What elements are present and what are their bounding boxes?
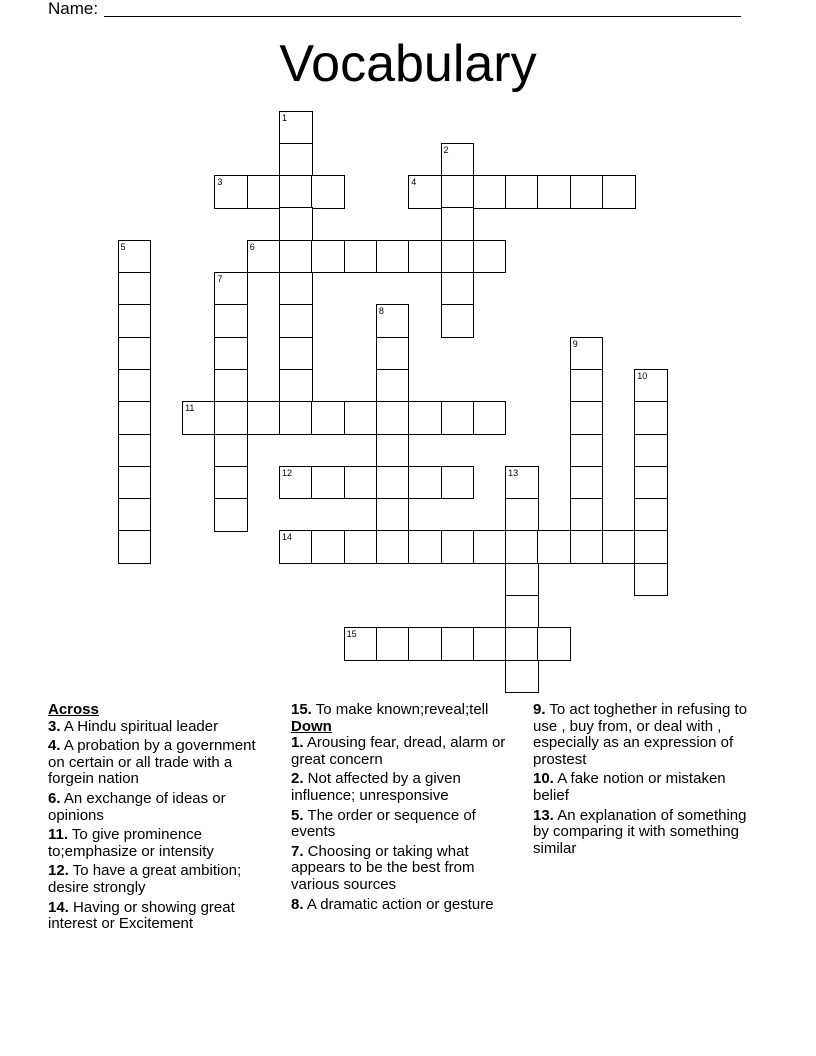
cell-number: 3 [217,177,223,188]
crossword-cell[interactable] [376,337,410,371]
crossword-cell-3[interactable] [214,175,248,209]
crossword-cell[interactable] [279,337,313,371]
crossword-cell[interactable] [214,498,248,532]
crossword-cell[interactable] [279,304,313,338]
crossword-cell[interactable] [570,498,604,532]
crossword-cell[interactable] [376,530,410,564]
clue-across-4: 4. A probation by a government on certain or all trade with a forgein nation [48,737,256,788]
crossword-cell[interactable] [376,369,410,403]
crossword-cell[interactable] [537,175,571,209]
crossword-cell-2[interactable] [441,143,475,177]
clue-down-13: 13. An explanation of something by comparing it with something similar [533,806,747,857]
cell-number: 4 [411,177,417,188]
crossword-cell[interactable] [247,401,281,435]
crossword-cell-4[interactable] [408,175,442,209]
crossword-cell[interactable] [344,240,378,274]
crossword-cell[interactable] [214,337,248,371]
crossword-cell[interactable] [441,530,475,564]
crossword-cell[interactable] [408,401,442,435]
cell-number: 9 [572,338,578,349]
crossword-cell-1[interactable] [279,111,313,145]
crossword-cell[interactable] [247,175,281,209]
crossword-cell-7[interactable] [214,272,248,306]
crossword-cell[interactable] [118,434,152,468]
crossword-cell[interactable] [441,304,475,338]
cell-number: 13 [508,467,519,478]
clue-across-3: 3. A Hindu spiritual leader [48,717,219,735]
crossword-cell[interactable] [505,530,539,564]
crossword-cell[interactable] [570,369,604,403]
name-label: Name: [48,0,99,18]
crossword-cell[interactable] [634,401,668,435]
clue-down-9: 9. To act toghether in refusing to use , buy from, or deal with , especially as an expression of prostest [533,701,748,768]
crossword-cell[interactable] [214,434,248,468]
clue-across-11: 11. To give prominence to;emphasize or intensity [48,826,214,860]
crossword-cell[interactable] [376,466,410,500]
across-heading: Across [48,701,99,718]
crossword-cell[interactable] [376,498,410,532]
clue-down-8: 8. A dramatic action or gesture [291,895,494,913]
crossword-cell[interactable] [118,530,152,564]
crossword-cell[interactable] [505,563,539,597]
crossword-cell[interactable] [473,401,507,435]
crossword-cell[interactable] [279,175,313,209]
crossword-cell[interactable] [634,466,668,500]
crossword-cell[interactable] [214,369,248,403]
crossword-cell[interactable] [473,627,507,661]
crossword-cell[interactable] [376,401,410,435]
crossword-cell[interactable] [473,175,507,209]
cell-number: 1 [282,112,288,123]
crossword-cell[interactable] [505,627,539,661]
crossword-cell[interactable] [279,272,313,306]
clue-down-2: 2. Not affected by a given influence; unresponsive [291,770,461,804]
crossword-cell[interactable] [441,175,475,209]
crossword-cell[interactable] [279,143,313,177]
crossword-cell-13[interactable] [505,466,539,500]
crossword-cell[interactable] [279,240,313,274]
crossword-cell[interactable] [311,240,345,274]
down-heading: Down [291,717,332,735]
crossword-cell[interactable] [634,530,668,564]
crossword-cell[interactable] [311,175,345,209]
crossword-cell[interactable] [505,660,539,694]
crossword-cell[interactable] [602,175,636,209]
clue-down-10: 10. A fake notion or mistaken belief [533,770,726,804]
crossword-cell[interactable] [408,530,442,564]
crossword-cell[interactable] [473,240,507,274]
clue-column-3 [533,702,763,860]
crossword-cell[interactable] [408,240,442,274]
crossword-cell[interactable] [473,530,507,564]
crossword-cell[interactable] [311,401,345,435]
page-title: Vocabulary [279,35,537,93]
crossword-cell[interactable] [408,627,442,661]
crossword-cell-10[interactable] [634,369,668,403]
crossword-cell[interactable] [570,175,604,209]
clue-across-12: 12. To have a great ambition; desire strongly [48,862,242,896]
crossword-cell[interactable] [505,498,539,532]
crossword-cell-11[interactable] [182,401,216,435]
crossword-cell[interactable] [570,466,604,500]
cell-number: 2 [443,144,449,155]
cell-number: 10 [637,370,648,381]
crossword-cell[interactable] [118,272,152,306]
crossword-cell[interactable] [634,498,668,532]
crossword-cell[interactable] [570,401,604,435]
clue-across-6: 6. An exchange of ideas or opinions [48,789,226,824]
crossword-cell[interactable] [118,498,152,532]
crossword-cell[interactable] [537,530,571,564]
crossword-cell-14[interactable] [279,530,313,564]
crossword-cell[interactable] [441,272,475,306]
crossword-cell[interactable] [408,466,442,500]
crossword-cell[interactable] [214,401,248,435]
crossword-cell[interactable] [505,595,539,629]
cell-number: 12 [282,467,293,478]
crossword-cell[interactable] [634,563,668,597]
crossword-cell[interactable] [279,207,313,241]
crossword-cell[interactable] [279,401,313,435]
crossword-cell[interactable] [634,434,668,468]
crossword-cell-9[interactable] [570,337,604,371]
crossword-cell[interactable] [441,240,475,274]
crossword-cell[interactable] [570,434,604,468]
cell-number: 11 [185,403,195,414]
crossword-cell[interactable] [376,240,410,274]
clue-down-1: 1. Arousing fear, dread, alarm or great concern [291,734,506,768]
crossword-cell[interactable] [570,530,604,564]
cell-number: 5 [120,241,126,252]
crossword-cell-15[interactable] [344,627,378,661]
clue-down-5: 5. The order or sequence of events [291,806,476,841]
crossword-cell-8[interactable] [376,304,410,338]
crossword-cell[interactable] [344,401,378,435]
crossword-cell[interactable] [311,530,345,564]
crossword-cell[interactable] [505,175,539,209]
crossword-cell[interactable] [441,466,475,500]
crossword-cell[interactable] [376,434,410,468]
clue-column-2 [291,702,513,916]
crossword-cell-6[interactable] [247,240,281,274]
cell-number: 6 [249,241,255,252]
crossword-cell[interactable] [602,530,636,564]
cell-number: 8 [378,306,384,317]
cell-number: 15 [346,629,357,640]
crossword-cell[interactable] [344,466,378,500]
crossword-cell[interactable] [279,369,313,403]
crossword-cell[interactable] [214,304,248,338]
clue-across-15: 15. To make known;reveal;tell [291,701,489,718]
crossword-cell[interactable] [376,627,410,661]
crossword-cell[interactable] [441,627,475,661]
crossword-cell[interactable] [537,627,571,661]
crossword-cell[interactable] [118,369,152,403]
name-line[interactable] [104,16,741,17]
crossword-cell[interactable] [118,466,152,500]
clue-down-7: 7. Choosing or taking what appears to be the best from various sources [291,842,475,893]
clue-column-1 [48,702,276,936]
crossword-cell[interactable] [118,304,152,338]
crossword-cell[interactable] [344,530,378,564]
crossword-cell-12[interactable] [279,466,313,500]
crossword-cell[interactable] [311,466,345,500]
crossword-cell[interactable] [118,337,152,371]
crossword-cell[interactable] [441,401,475,435]
crossword-cell[interactable] [214,466,248,500]
clue-across-14: 14. Having or showing great interest or Excitement [48,898,235,933]
cell-number: 7 [217,274,223,284]
crossword-cell[interactable] [118,401,152,435]
crossword-cell[interactable] [441,207,475,241]
cell-number: 14 [282,532,293,543]
crossword-cell-5[interactable] [118,240,152,274]
